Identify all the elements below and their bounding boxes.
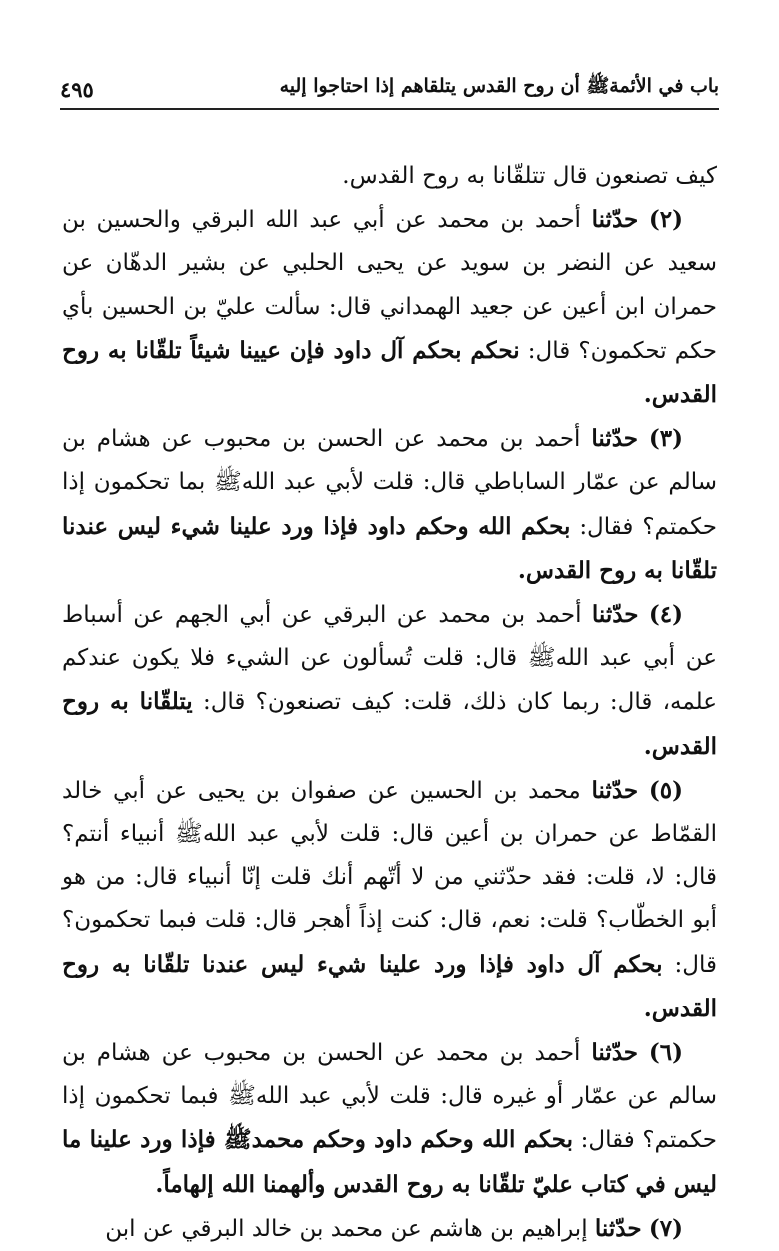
- hadith-text: أحمد بن محمد عن الحسن بن محبوب عن هشام بن سالم عن عمّار الساباطي قال: قلت لأبي عبد اللهﷺ بما تحكمون إذا حكمتم؟ فقال:: [62, 426, 717, 540]
- hadith-lead: حدّثنا: [591, 776, 639, 804]
- hadith-2: [62, 198, 717, 417]
- hadith-text: أحمد بن محمد عن أبي عبد الله البرقي والحسين بن سعيد عن النضر بن سويد عن يحيى الحلبي عن بشير الدهّان عن حمران ابن أعين عن جعيد الهمداني قال: سألت عليّ بن الحسين بأي حكم تحكمون؟ قال:: [62, 207, 718, 364]
- page-body: [62, 155, 717, 1251]
- hadith-text: أحمد بن محمد عن الحسن بن محبوب عن هشام بن سالم عن عمّار أو غيره قال: قلت لأبي عبد اللهﷺ فبما تحكمون إذا حكمتم؟ فقال:: [62, 1040, 718, 1154]
- hadith-lead: حدّثنا: [591, 1039, 638, 1067]
- chapter-title: باب في الأئمةﷺ أن روح القدس يتلقاهم إذا احتاجوا إليه: [279, 75, 719, 97]
- hadith-number: (٤): [648, 601, 684, 629]
- hadith-text: محمد بن الحسين عن صفوان بن يحيى عن أبي خالد القمّاط عن حمران بن أعين قال: قلت لأبي عبد اللهﷺ أنبياء أنتم؟ قال: لا، قلت: فقد حدّثني من لا أتّهم أنك قلت إنّا أنبياء قال: من هو أبو الخطّاب؟ قلت: نعم، قال: كنت إذاً أهجر قال: قلت فبما تحكمون؟ قال:: [62, 777, 717, 978]
- hadith-number: (٣): [648, 425, 684, 453]
- hadith-lead: حدّثنا: [591, 601, 639, 629]
- hadith-number: (٦): [648, 1039, 684, 1067]
- hadith-quote: بحكم آل داود فإذا ورد علينا شيء ليس عندنا تلقّانا به روح القدس.: [62, 950, 717, 1022]
- hadith-number: (٧): [648, 1214, 683, 1242]
- hadith-lead: حدّثنا: [591, 206, 639, 234]
- hadith-5: [62, 769, 717, 1031]
- hadith-3: [62, 417, 717, 593]
- hadith-6: [62, 1031, 717, 1207]
- hadith-quote: بحكم الله وحكم داود فإذا ورد علينا شيء ليس عندنا تلقّانا به روح القدس.: [62, 512, 717, 584]
- hadith-number: (٢): [648, 206, 684, 234]
- hadith-text: إبراهيم بن هاشم عن محمد بن خالد البرقي عن ابن: [105, 1215, 588, 1242]
- page-number: ٤٩٥: [60, 77, 94, 102]
- hadith-lead: حدّثنا: [594, 1214, 642, 1242]
- hadith-quote: نحكم بحكم آل داود فإن عيينا شيئاً تلقّانا به روح القدس.: [62, 336, 717, 409]
- page-header: [60, 62, 719, 110]
- hadith-4: [62, 593, 717, 769]
- paragraph-text: كيف تصنعون قال تتلقّانا به روح القدس.: [342, 163, 717, 189]
- paragraph-1: [62, 155, 717, 198]
- hadith-lead: حدّثنا: [591, 425, 638, 453]
- hadith-text: أحمد بن محمد عن البرقي عن أبي الجهم عن أسباط عن أبي عبد اللهﷺ قال: قلت تُسألون عن الشيء فلا يكون عندكم علمه، قال: ربما كان ذلك، قلت: كيف تصنعون؟ قال:: [62, 602, 717, 716]
- hadith-quote: يتلقّانا به روح القدس.: [62, 688, 717, 760]
- hadith-7: [62, 1207, 717, 1251]
- hadith-quote: بحكم الله وحكم داود وحكم محمدﷺ فإذا ورد علينا ما ليس في كتاب عليّ تلقّانا به روح القدس وألهمنا الله إلهاماً.: [62, 1126, 717, 1198]
- hadith-number: (٥): [648, 776, 683, 804]
